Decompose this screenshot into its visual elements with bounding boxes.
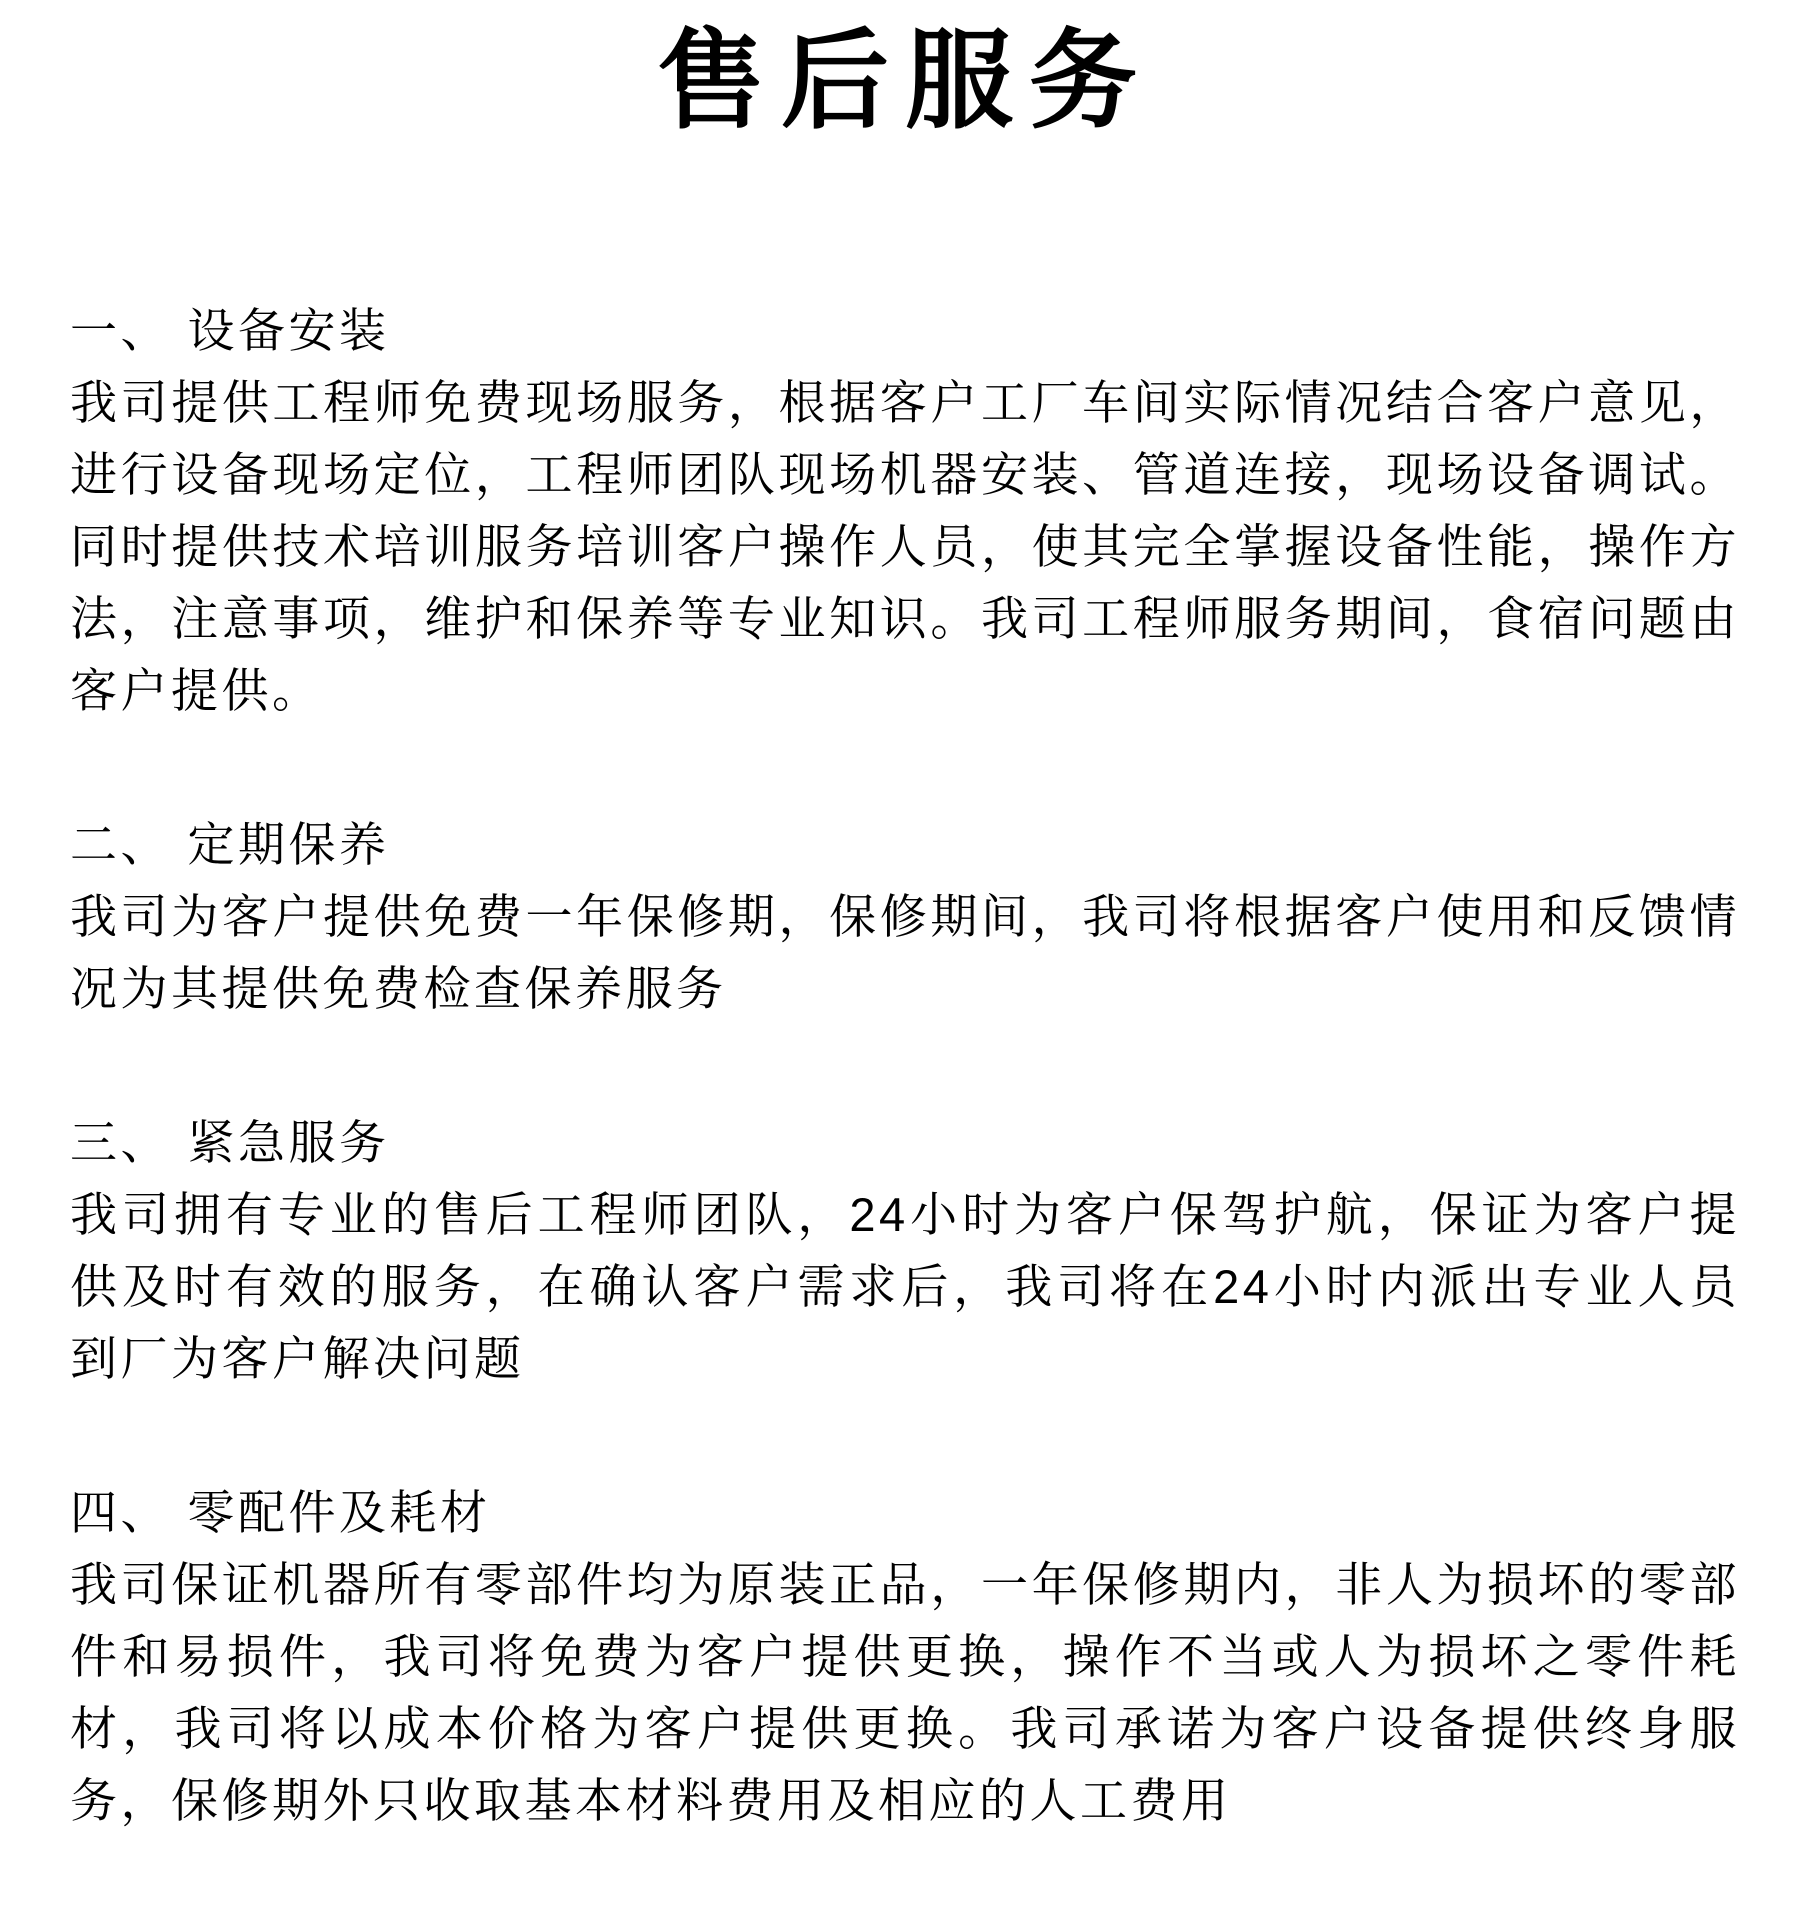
section-1-body: 我司提供工程师免费现场服务，根据客户工厂车间实际情况结合客户意见，进行设备现场定位，工程师团队现场机器安装、管道连接，现场设备调试。同时提供技术培训服务培训客户操作人员，使其完全掌握设备性能，操作方法，注意事项，维护和保养等专业知识。我司工程师服务期间，食宿问题由客户提供。 bbox=[70, 376, 1740, 717]
section-equipment-installation bbox=[70, 295, 1740, 727]
section-3-heading: 三、 紧急服务 bbox=[70, 1116, 390, 1169]
page-title: 售后服务 bbox=[656, 23, 1153, 142]
section-4-body: 我司保证机器所有零部件均为原装正品，一年保修期内，非人为损坏的零部件和易损件，我司将免费为客户提供更换，操作不当或人为损坏之零件耗材，我司将以成本价格为客户提供更换。我司承诺为客户设备提供终身服务，保修期外只收取基本材料费用及相应的人工费用 bbox=[70, 1558, 1740, 1827]
section-spare-parts-consumables bbox=[70, 1477, 1740, 1837]
section-1-heading: 一、 设备安装 bbox=[70, 304, 390, 357]
section-regular-maintenance bbox=[70, 809, 1740, 1025]
section-emergency-service bbox=[70, 1107, 1740, 1395]
section-4-heading: 四、 零配件及耗材 bbox=[70, 1486, 491, 1539]
section-2-heading: 二、 定期保养 bbox=[70, 818, 390, 871]
section-3-body: 我司拥有专业的售后工程师团队，24小时为客户保驾护航，保证为客户提供及时有效的服务，在确认客户需求后，我司将在24小时内派出专业人员到厂为客户解决问题 bbox=[70, 1188, 1740, 1385]
section-2-body: 我司为客户提供免费一年保修期，保修期间，我司将根据客户使用和反馈情况为其提供免费检查保养服务 bbox=[70, 890, 1740, 1015]
